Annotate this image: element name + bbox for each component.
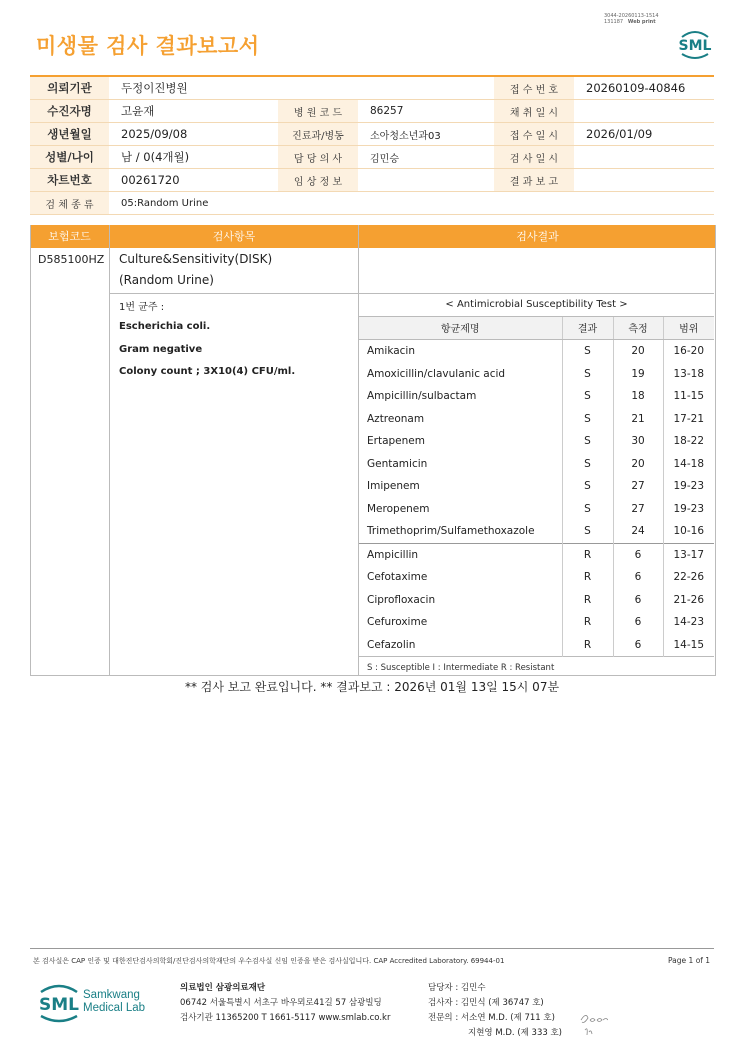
ast-result: S xyxy=(562,430,613,453)
dept-value: 소아청소년과03 xyxy=(358,123,494,146)
ast-drug: Amoxicillin/clavulanic acid xyxy=(367,367,506,380)
footer-logo xyxy=(37,980,157,1026)
ast-zone: 24 xyxy=(613,520,663,543)
ast-drug: Ampicillin/sulbactam xyxy=(367,390,477,403)
ast-range: 21-26 xyxy=(663,589,714,612)
birth-value: 2025/09/08 xyxy=(109,123,278,146)
ast-range: 14-18 xyxy=(663,453,714,476)
ast-col-drug: 항균제명 xyxy=(359,316,562,340)
ast-range: 13-17 xyxy=(663,543,714,566)
gram-stain: Gram negative xyxy=(119,344,203,355)
ast-drug: Ertapenem xyxy=(367,435,425,448)
ast-zone: 19 xyxy=(613,363,663,386)
clinical-info-value xyxy=(358,169,494,192)
ast-row xyxy=(359,430,714,453)
sex-age-value: 남 / 0(4개월) xyxy=(109,146,278,169)
specimen-value: 05:Random Urine xyxy=(109,192,714,215)
specimen-label: 검 체 종 류 xyxy=(30,192,109,215)
ast-table xyxy=(359,293,714,680)
ast-range: 14-15 xyxy=(663,634,714,657)
ast-range: 22-26 xyxy=(663,566,714,589)
report-label: 결 과 보 고 xyxy=(494,169,574,192)
ast-col-result: 결과 xyxy=(562,316,613,340)
ast-row xyxy=(359,475,714,498)
collect-date-value xyxy=(574,100,714,123)
colony-count: Colony count ; 3X10(4) CFU/ml. xyxy=(119,366,296,377)
ast-col-range: 범위 xyxy=(663,316,714,340)
brand-name-2: Medical Lab xyxy=(83,1002,146,1014)
ast-result: R xyxy=(562,611,613,634)
chart-no-label: 차트번호 xyxy=(30,169,109,192)
org-address: 06742 서울특별시 서초구 바우뫼로41길 57 삼광빌딩 xyxy=(180,998,382,1008)
ast-zone: 21 xyxy=(613,408,663,431)
organism-header: 1번 균주 : xyxy=(119,302,165,313)
sex-age-label: 성별/나이 xyxy=(30,146,109,169)
ast-result: R xyxy=(562,589,613,612)
sml-logo-icon xyxy=(37,980,81,1026)
footer-divider xyxy=(30,948,714,949)
hospital-code-value: 86257 xyxy=(358,100,494,123)
clinical-info-label: 임 상 정 보 xyxy=(278,169,358,192)
ast-zone: 18 xyxy=(613,385,663,408)
ast-drug: Imipenem xyxy=(367,480,420,493)
ast-result: S xyxy=(562,385,613,408)
ast-drug: Amikacin xyxy=(367,345,416,358)
ast-drug: Trimethoprim/Sulfamethoxazole xyxy=(367,525,535,538)
collect-date-label: 채 취 일 시 xyxy=(494,100,574,123)
ast-drug: Cefotaxime xyxy=(367,571,428,584)
org-contact: 검사기관 11365200 T 1661-5117 www.smlab.co.kr xyxy=(180,1013,391,1023)
staff-specialist-1: 전문의 : 서소연 M.D. (제 711 호) xyxy=(428,1013,555,1023)
ast-title: < Antimicrobial Susceptibility Test > xyxy=(359,293,714,316)
patient-info xyxy=(30,75,714,215)
col-item: 검사항목 xyxy=(212,230,256,243)
ast-range: 13-18 xyxy=(663,363,714,386)
doctor-label: 담 당 의 사 xyxy=(278,146,358,169)
ast-zone: 6 xyxy=(613,611,663,634)
report-complete-message: ** 검사 보고 완료입니다. ** 결과보고 : 2026년 01월 13일 15시 07분 xyxy=(184,680,560,694)
ast-result: R xyxy=(562,543,613,566)
ast-result: S xyxy=(562,475,613,498)
birth-label: 생년월일 xyxy=(30,123,109,146)
ast-range: 16-20 xyxy=(663,340,714,363)
receipt-no-value: 20260109-40846 xyxy=(574,77,714,100)
ast-row xyxy=(359,543,714,566)
footer-logo-text: SML xyxy=(39,995,79,1015)
ast-row xyxy=(359,453,714,476)
ast-zone: 20 xyxy=(613,340,663,363)
ast-range: 17-21 xyxy=(663,408,714,431)
col-code: 보험코드 xyxy=(48,230,91,243)
sml-logo xyxy=(676,25,714,63)
ast-zone: 20 xyxy=(613,453,663,476)
ast-zone: 6 xyxy=(613,634,663,657)
ast-result: S xyxy=(562,498,613,521)
chart-no-value: 00261720 xyxy=(109,169,278,192)
report-title: 미생물 검사 결과보고서 xyxy=(36,34,260,58)
ast-zone: 27 xyxy=(613,498,663,521)
ast-row xyxy=(359,385,714,408)
ast-result: S xyxy=(562,453,613,476)
ast-row xyxy=(359,363,714,386)
receipt-date-label: 접 수 일 시 xyxy=(494,123,574,146)
dept-label: 진료과/병동 xyxy=(278,123,358,146)
organism-name: Escherichia coli. xyxy=(119,321,211,332)
ast-row xyxy=(359,340,714,363)
ast-drug: Ampicillin xyxy=(359,543,562,566)
test-item-name: Culture&Sensitivity(DISK) xyxy=(119,252,273,266)
ast-zone: 27 xyxy=(613,475,663,498)
receipt-no-label: 접 수 번 호 xyxy=(494,77,574,100)
ast-range: 18-22 xyxy=(663,430,714,453)
ast-result: S xyxy=(562,363,613,386)
org-info xyxy=(180,981,390,1026)
ast-zone: 6 xyxy=(613,566,663,589)
ast-range: 19-23 xyxy=(663,498,714,521)
col-result: 검사결과 xyxy=(516,230,559,243)
ast-row xyxy=(359,520,714,543)
page-number: Page 1 of 1 xyxy=(668,956,711,965)
requester-label: 의뢰기관 xyxy=(30,77,109,100)
patient-name-label: 수진자명 xyxy=(30,100,109,123)
doctor-value: 김민승 xyxy=(358,146,494,169)
hospital-code-label: 병 원 코 드 xyxy=(278,100,358,123)
ast-range: 14-23 xyxy=(663,611,714,634)
ast-zone: 6 xyxy=(613,543,663,566)
requester-value: 두정이진병원 xyxy=(109,77,494,100)
divider xyxy=(358,225,359,293)
receipt-date-value: 2026/01/09 xyxy=(574,123,714,146)
ast-row xyxy=(359,589,714,612)
print-code xyxy=(604,13,684,25)
ast-legend: S : Susceptible I : Intermediate R : Resistant xyxy=(359,657,714,680)
logo-text: SML xyxy=(678,38,712,54)
insurance-code: D585100HZ xyxy=(38,253,105,266)
ast-range: 19-23 xyxy=(663,475,714,498)
ast-drug: Meropenem xyxy=(367,502,430,515)
ast-row xyxy=(359,634,714,657)
ast-zone: 6 xyxy=(613,589,663,612)
report-value xyxy=(574,169,714,192)
org-name: 의료법인 삼광의료재단 xyxy=(180,983,266,993)
ast-drug: Cefazolin xyxy=(367,638,416,651)
ast-result: S xyxy=(562,520,613,543)
certification-note: 본 검사실은 CAP 인증 및 대한진단검사의학회/진단검사의학재단의 우수검사실 신임 인증을 받은 검사실입니다. CAP Accredited Laboratory. 69944-01 xyxy=(33,957,505,965)
staff-manager: 담당자 : 김민수 xyxy=(428,983,486,993)
ast-row xyxy=(359,611,714,634)
ast-drug: Ciprofloxacin xyxy=(367,593,436,606)
ast-legend-row xyxy=(359,657,714,680)
ast-range: 10-16 xyxy=(663,520,714,543)
ast-drug: Gentamicin xyxy=(367,457,428,470)
test-item-specimen: (Random Urine) xyxy=(119,273,214,287)
signature xyxy=(578,1010,608,1038)
test-date-value xyxy=(574,146,714,169)
staff-info xyxy=(428,981,562,1041)
ast-drug: Aztreonam xyxy=(367,412,425,425)
ast-zone: 30 xyxy=(613,430,663,453)
test-date-label: 검 사 일 시 xyxy=(494,146,574,169)
ast-result: S xyxy=(562,408,613,431)
ast-row xyxy=(359,566,714,589)
ast-col-zone: 측정 xyxy=(613,316,663,340)
print-code-line1: 3044-20260113-1514 xyxy=(604,13,659,19)
brand-name-1: Samkwang xyxy=(83,989,140,1001)
ast-row xyxy=(359,408,714,431)
web-print-label: Web print xyxy=(627,19,656,25)
print-code-line2: 131187 xyxy=(604,19,624,25)
ast-result: R xyxy=(562,566,613,589)
patient-name-value: 고윤재 xyxy=(109,100,278,123)
staff-tester: 검사자 : 김민식 (제 36747 호) xyxy=(428,998,544,1008)
ast-row xyxy=(359,498,714,521)
ast-range: 11-15 xyxy=(663,385,714,408)
staff-specialist-2: 지현영 M.D. (제 333 호) xyxy=(468,1028,563,1038)
ast-result: S xyxy=(562,340,613,363)
ast-drug: Cefuroxime xyxy=(367,616,428,629)
ast-result: R xyxy=(562,634,613,657)
